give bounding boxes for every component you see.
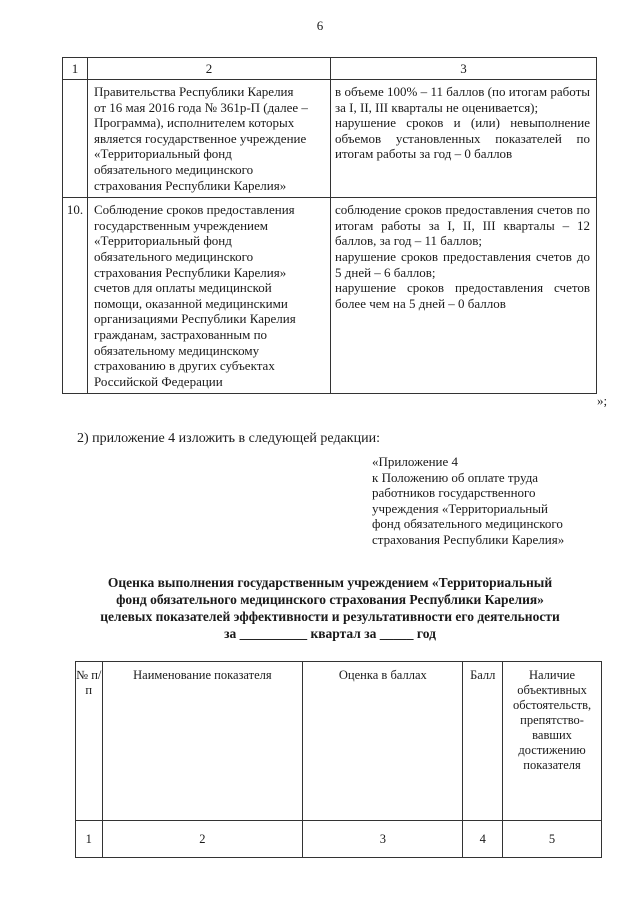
appendix-line: фонд обязательного медицинского [372, 516, 563, 532]
text-line: «Территориальный фонд [94, 146, 232, 162]
text-line: государственным учреждением [94, 217, 268, 233]
title-line: фонд обязательного медицинского страхования Республики Карелия» [116, 592, 544, 607]
row-number: 10. [63, 198, 88, 394]
column-number: 4 [463, 821, 503, 858]
header-cell: Оценка в баллах [303, 662, 463, 821]
closing-quote: »; [597, 393, 608, 408]
row-number [63, 80, 88, 198]
indicator-cell [88, 198, 331, 394]
score-text: соблюдение сроков предоставления счетов по итогам работы за I, II, III кварталы – 12 баллов, за год – 11 баллов; [335, 202, 590, 249]
title-line: за __________ квартал за _____ год [224, 626, 436, 641]
column-number: 5 [503, 821, 602, 858]
text-line: организациями Республики Карелия [94, 311, 296, 327]
appendix-line: работников государственного [372, 485, 536, 501]
header-cell: 1 [63, 58, 88, 80]
text-line: обязательного медицинского [94, 161, 254, 177]
header-cell: Балл [463, 662, 503, 821]
text-line: страхования Республики Карелия» [94, 264, 287, 280]
header-cell: 2 [88, 58, 331, 80]
header-cell: № п/п [76, 662, 103, 821]
indicator-cell [88, 80, 331, 198]
appendix-line: учреждения «Территориальный [372, 500, 548, 516]
text-line: Соблюдение сроков предоставления [94, 202, 295, 218]
score-text: нарушение сроков предоставления счетов более чем на 5 дней – 0 баллов [335, 280, 590, 311]
table-row [63, 198, 597, 394]
text-line: обязательного медицинского [94, 248, 254, 264]
page-number: 6 [316, 18, 324, 33]
document-title [60, 574, 600, 642]
text-line: Российской Федерации [94, 373, 223, 389]
header-cell: Наличие объективных обстоятельств, препятство-вавших достижению показателя [503, 662, 602, 821]
score-text: в объеме 100% – 11 баллов (по итогам работы за I, II, III кварталы не оценивается); [335, 84, 590, 115]
text-line: помощи, оказанной медицинскими [94, 295, 288, 311]
text-line: гражданам, застрахованным по [94, 326, 268, 342]
table-row [63, 80, 597, 198]
appendix-line: «Приложение 4 [372, 454, 459, 469]
title-line: Оценка выполнения государственным учреждением «Территориальный [107, 575, 553, 590]
header-cell: 3 [331, 58, 597, 80]
text-line: от 16 мая 2016 года № 361р-П (далее – [94, 99, 308, 115]
score-cell [331, 198, 597, 394]
text-line: Программа), исполнителем которых [94, 115, 295, 131]
title-line: целевых показателей эффективности и результативности его деятельности [100, 609, 560, 624]
amendment-paragraph: 2) приложение 4 изложить в следующей редакции: [77, 431, 380, 446]
criteria-table [62, 57, 597, 394]
text-line: страхованию в других субъектах [94, 358, 275, 374]
header-cell: Наименование показателя [102, 662, 303, 821]
score-cell [331, 80, 597, 198]
table-header-row [76, 662, 602, 821]
table-header-row [63, 58, 597, 80]
text-line: является государственное учреждение [94, 130, 307, 146]
column-number: 1 [76, 821, 103, 858]
appendix-line: к Положению об оплате труда [372, 469, 539, 485]
text-line: счетов для оплаты медицинской [94, 280, 272, 296]
evaluation-table [75, 661, 602, 858]
text-line: страхования Республики Карелия» [94, 177, 287, 193]
appendix-heading [372, 454, 612, 548]
score-text: нарушение сроков и (или) невыполнение объемов установленных показателей по итогам работы за год – 0 баллов [335, 115, 590, 162]
text-line: «Территориальный фонд [94, 233, 232, 249]
text-line: Правительства Республики Карелия [94, 84, 294, 99]
appendix-line: страхования Республики Карелия» [372, 531, 565, 547]
score-text: нарушение сроков предоставления счетов до 5 дней – 6 баллов; [335, 248, 590, 280]
column-number: 2 [102, 821, 303, 858]
table-row [76, 821, 602, 858]
text-line: обязательному медицинскому [94, 342, 260, 358]
column-number: 3 [303, 821, 463, 858]
